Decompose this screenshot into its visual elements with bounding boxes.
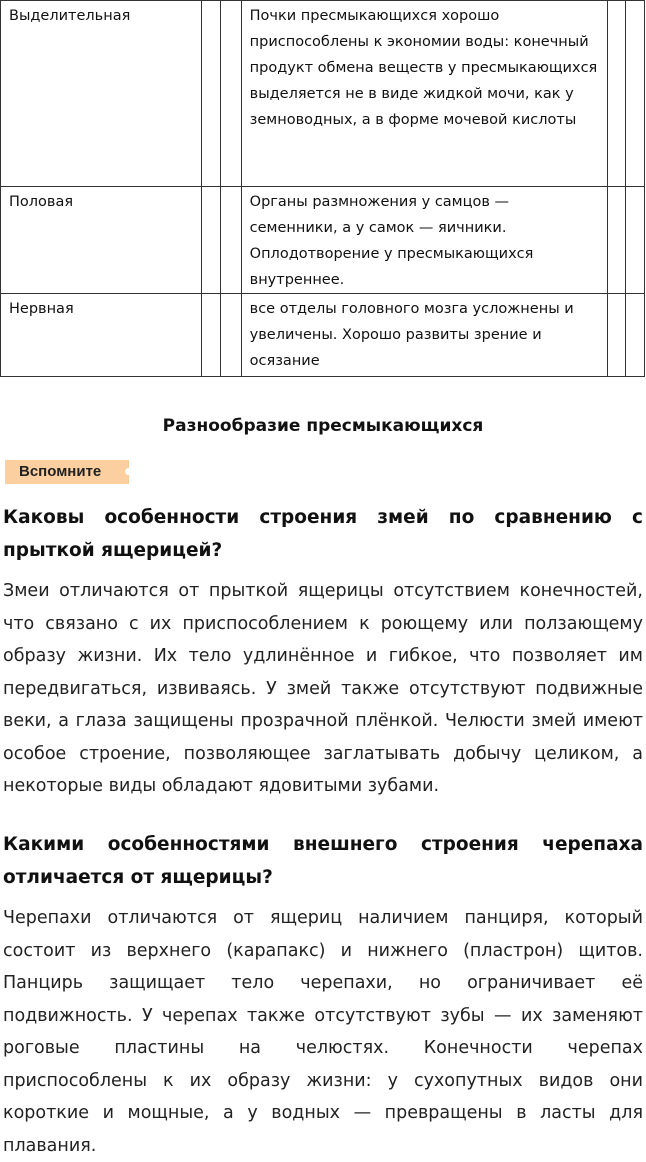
question-heading: Какими особенностями внешнего строения черепаха отличается от ящерицы? <box>3 834 643 888</box>
empty-cell <box>202 1 221 187</box>
answer-paragraph: Черепахи отличаются от ящериц наличием панциря, который состоит из верхнего (карапакс) и нижнего (пластрон) щитов. Панцирь защищает тело черепахи, но ограничивает её подвижность. У черепах также отсутствуют зубы — их заменяют роговые пластины на челюстях. Конечности черепах приспособлены к их образу жизни: у сухопутных видов они короткие и мощные, а у водных — превращены в ласты для плавания. <box>3 908 643 1156</box>
empty-cell <box>607 187 626 294</box>
empty-cell <box>220 1 241 187</box>
empty-cell <box>202 187 221 294</box>
table-row <box>1 294 645 377</box>
system-description: Органы размножения у самцов — семенники, а у самок — яичники. Оплодотворение у пресмыкающихся внутреннее. <box>241 187 607 294</box>
system-name: Половая <box>1 187 202 294</box>
system-name: Выделительная <box>1 1 202 187</box>
question-heading: Каковы особенности строения змей по сравнению с прыткой ящерицей? <box>3 507 643 561</box>
empty-cell <box>220 294 241 377</box>
section-title: Разнообразие пресмыкающихся <box>162 416 484 436</box>
empty-cell <box>607 294 626 377</box>
empty-cell <box>220 187 241 294</box>
empty-cell <box>626 1 645 187</box>
table-row <box>1 187 645 294</box>
answer-paragraph: Змеи отличаются от прыткой ящерицы отсутствием конечностей, что связано с их приспособлением к роющему или ползающему образу жизни. Их тело удлинённое и гибкое, что позволяет им передвигаться, извиваясь. У змей также отсутствуют подвижные веки, а глаза защищены прозрачной плёнкой. Челюсти змей имеют особое строение, позволяющее заглатывать добычу целиком, а некоторые виды обладают ядовитыми зубами. <box>3 581 643 796</box>
remember-badge: Вспомните <box>5 460 129 484</box>
empty-cell <box>626 187 645 294</box>
system-description: все отделы головного мозга усложнены и увеличены. Хорошо развиты зрение и осязание <box>241 294 607 377</box>
empty-cell <box>607 1 626 187</box>
table-row <box>1 1 645 187</box>
system-description: Почки пресмыкающихся хорошо приспособлены к экономии воды: конечный продукт обмена веществ у пресмыкающихся выделяется не в виде жидкой мочи, как у земноводных, а в форме мочевой кислоты <box>241 1 607 187</box>
empty-cell <box>626 294 645 377</box>
organ-systems-table <box>0 0 645 377</box>
empty-cell <box>202 294 221 377</box>
system-name: Нервная <box>1 294 202 377</box>
